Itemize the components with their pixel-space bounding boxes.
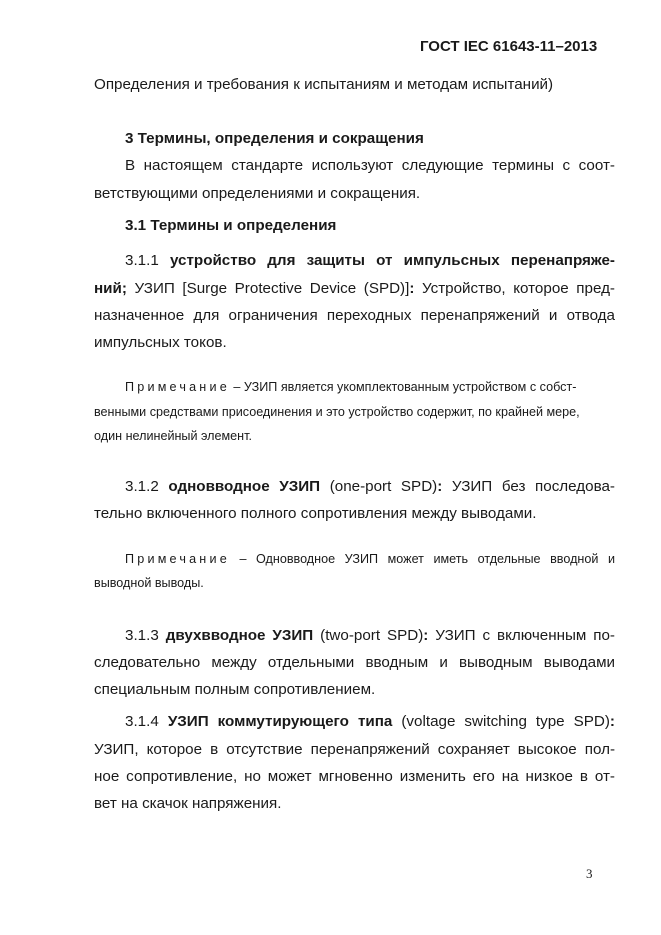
term-3-1-3-line-1 [125,627,615,645]
intro-line: Определения и требования к испытаниям и методам испытаний) [94,76,554,93]
section-3-1-heading: 3.1 Термины и определения [125,217,337,234]
term-3-1-1-line-2 [94,280,615,298]
note-label: Примечание [125,552,230,566]
term-definition-start: УЗИП с включенным по- [428,627,615,644]
note-text: – УЗИП является укомплектованным устройством с собст- [229,380,577,394]
section-3-heading: 3 Термины, определения и сокращения [125,130,424,147]
note-1-line-3: один нелинейный элемент. [94,429,253,443]
term-name: одновводное УЗИП [168,478,321,495]
term-3-1-2-line-2: тельно включенного полного сопротивления между выводами. [94,505,537,522]
term-english: (one-port SPD) [320,478,438,495]
note-1-line-1 [125,379,576,395]
term-number: 3.1.3 [125,627,159,644]
term-english: (voltage switching type SPD) [392,713,610,730]
term-definition-start: Устройство, которое пред- [414,280,615,297]
term-3-1-4-line-1 [125,713,615,731]
section-3-text-line-1: В настоящем стандарте используют следующие термины с соот- [125,157,615,174]
term-number: 3.1.2 [125,478,159,495]
term-name-end: ний; [94,280,127,297]
document-header: ГОСТ IEC 61643-11–2013 [420,38,598,55]
term-colon: : [409,280,415,297]
term-number: 3.1.4 [125,713,159,730]
term-name: устройство для защиты от импульсных перенапряже- [169,252,615,269]
term-3-1-4-line-2: УЗИП, которое в отсутствие перенапряжений сохраняет высокое пол- [94,741,615,758]
term-3-1-2-line-1 [125,478,615,496]
term-abbrev: УЗИП [Surge Protective Device (SPD)] [126,280,410,297]
term-3-1-3-line-2: следовательно между отдельными вводным и выводным выводами [94,654,615,671]
term-3-1-1-line-4: импульсных токов. [94,334,227,351]
term-english: (two-port SPD) [313,627,424,644]
term-name: УЗИП коммутирующего типа [167,713,393,730]
note-1-line-2: венными средствами присоединения и это устройство содержит, по крайней мере, [94,405,580,419]
note-text: – Одновводное УЗИП может иметь отдельные вводной и [229,552,615,566]
term-3-1-1-line-3: назначенное для ограничения переходных перенапряжений и отвода [94,307,615,324]
note-2-line-2: выводной выводы. [94,576,204,590]
term-colon: : [609,713,615,730]
section-3-text-line-2: ветствующими определениями и сокращения. [94,185,421,202]
term-number: 3.1.1 [125,252,159,269]
term-colon: : [437,478,443,495]
page-number: 3 [586,866,593,881]
note-2-line-1 [125,551,615,567]
term-3-1-4-line-4: вет на скачок напряжения. [94,795,282,812]
term-3-1-4-line-3: ное сопротивление, но может мгновенно изменить его на низкое в от- [94,768,615,785]
note-label: Примечание [125,380,230,394]
term-3-1-1-line-1 [125,252,615,270]
term-colon: : [423,627,429,644]
term-definition-start: УЗИП без последова- [442,478,615,495]
term-name: двухвводное УЗИП [165,627,314,644]
term-3-1-3-line-3: специальным полным сопротивлением. [94,681,376,698]
